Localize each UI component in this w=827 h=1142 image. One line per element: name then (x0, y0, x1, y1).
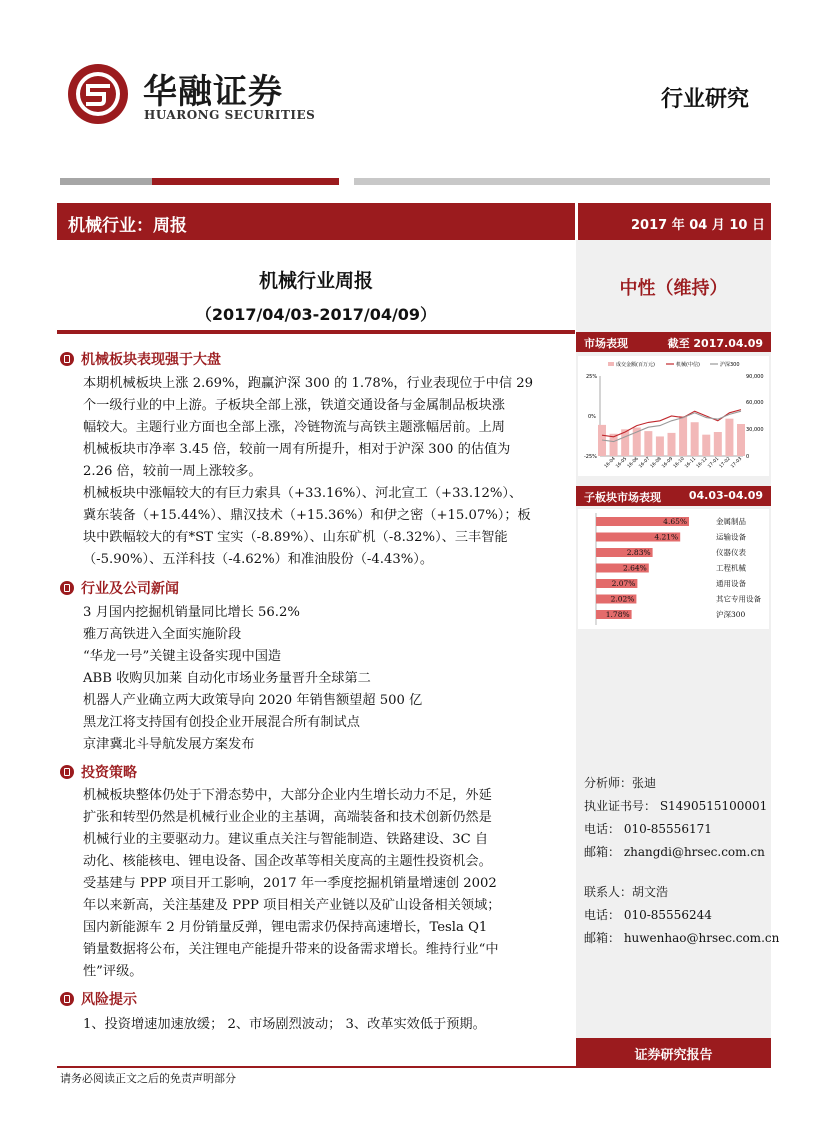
band-separator (575, 203, 578, 240)
analyst-phone: 电话： 010-85556171 (584, 822, 712, 836)
news-item: 雅万高铁进入全面实施阶段 (83, 627, 242, 642)
x-tick: 16-11 (684, 456, 698, 470)
x-tick: 16-06 (626, 456, 640, 470)
legend-machinery: 机械(中信) (676, 362, 700, 368)
news-item: 机器人产业确立两大政策导向 2020 年销售额望超 500 亿 (83, 693, 423, 708)
section-title: 机械板块表现强于大盘 (81, 352, 221, 368)
bar-value-label: 4.65% (663, 517, 687, 526)
huarong-logo (66, 62, 130, 126)
bar-value-label: 2.83% (626, 548, 651, 557)
text-line: 块中跌幅较大的有*ST 宝实（-8.89%）、山东矿机（-8.32%）、三丰智能 (83, 530, 508, 545)
news-item: ABB 收购贝加莱 自动化市场业务量晋升全球第二 (83, 671, 371, 686)
bar-category-label: 金属制品 (716, 517, 746, 526)
contact-email[interactable]: 邮箱： huwenhao@hrsec.com.cn (584, 931, 780, 945)
market-performance-header (576, 332, 771, 352)
x-tick: 16-07 (638, 456, 652, 470)
brand-name-cn: 华融证券 (143, 72, 283, 112)
text-line: 性”评级。 (83, 964, 143, 979)
volume-bar (714, 432, 722, 456)
volume-bar (644, 431, 652, 456)
text-line: 扩张和转型仍然是机械行业企业的主基调，高端装备和技术创新仍然是 (83, 810, 492, 825)
volume-bar (668, 433, 676, 456)
text-line: 2.26 倍，较前一周上涨较多。 (83, 464, 262, 479)
bar-value-label: 4.21% (654, 532, 679, 542)
section-bullet-icon (60, 992, 74, 1006)
x-tick: 16-04 (603, 456, 617, 470)
market-chart (578, 356, 769, 476)
main-rule (57, 330, 575, 334)
bar-category-label: 仪器仪表 (716, 548, 746, 557)
x-tick: 16-12 (695, 456, 709, 470)
y-tick: 0% (588, 414, 596, 420)
text-line: （-5.90%）、五洋科技（-4.62%）和准油股份（-4.43%）。 (83, 552, 434, 567)
y2-tick: 0 (746, 454, 750, 460)
text-line: 幅较大。主题行业方面也全部上涨，冷链物流与高铁主题涨幅居前。上周 (83, 420, 505, 435)
text-line: 冀东装备（+15.44%）、鼎汉技术（+15.36%）和伊之密（+15.07%）；板 (83, 508, 531, 523)
sub-sector-chart (578, 509, 769, 629)
rating: 中性（维持） (619, 278, 728, 299)
sub-sector-range: 04.03-04.09 (688, 489, 763, 502)
bar-category-label: 其它专用设备 (716, 594, 761, 604)
analyst-cert: 执业证书号： S1490515100001 (584, 799, 768, 813)
text-line: 1、投资增速加速放缓； 2、市场剧烈波动； 3、改革实效低于预期。 (83, 1017, 486, 1032)
news-item: 京津冀北斗导航发展方案发布 (83, 737, 255, 752)
volume-bar (679, 416, 687, 456)
y-tick: 25% (586, 374, 598, 380)
section-bullet-icon (60, 352, 74, 366)
section-title: 行业及公司新闻 (81, 581, 179, 597)
bar-value-label: 2.07% (611, 579, 636, 588)
analyst-email[interactable]: 邮箱： zhangdi@hrsec.com.cn (584, 845, 765, 859)
text-line: 年以来新高，关注基建及 PPP 项目相关产业链以及矿山设备相关领域； (83, 898, 501, 913)
text-line: 机械行业的主要驱动力。建议重点关注与智能制造、铁路建设、3C 自 (83, 832, 489, 847)
bar-value-label: 2.02% (610, 594, 635, 604)
section-bullet-icon (60, 581, 74, 595)
volume-bar (725, 419, 733, 456)
bar-category-label: 通用设备 (716, 579, 746, 588)
volume-bar (656, 436, 664, 456)
y2-tick: 30,000 (746, 427, 764, 433)
x-tick: 17-01 (707, 456, 721, 470)
report-type: 行业研究 (660, 86, 749, 112)
market-asof: 截至 2017.04.09 (667, 337, 763, 350)
header-divider (354, 178, 770, 185)
text-line: 机械板块整体仍处于下滑态势中，大部分企业内生增长动力不足，外延 (83, 788, 492, 803)
legend-csi300: 沪深300 (720, 362, 740, 368)
contact-phone: 电话： 010-85556244 (584, 908, 712, 922)
volume-bar (702, 435, 710, 456)
volume-bar (691, 422, 699, 456)
contact-name: 联系人：胡文浩 (584, 885, 669, 899)
header-divider (152, 178, 339, 185)
report-date: 2017 年 04 月 10 日 (631, 218, 765, 233)
x-tick: 16-10 (672, 456, 686, 470)
legend-volume: 成交金额(百万元) (616, 362, 655, 368)
text-line: 个一级行业的中上游。子板块全部上涨，铁道交通设备与金属制品板块涨 (83, 398, 505, 413)
x-tick: 17-02 (718, 456, 732, 470)
bar-category-label: 工程机械 (716, 563, 746, 573)
bar-category-label: 运输设备 (716, 532, 746, 542)
main-title: 机械行业周报 (258, 270, 373, 292)
y-tick: -25% (584, 454, 597, 460)
bar-value-label: 2.64% (622, 563, 647, 573)
header-divider (60, 178, 152, 185)
bar-value-label: 1.78% (605, 610, 630, 619)
x-tick: 17-03 (730, 456, 744, 470)
text-line: 动化、核能核电、锂电设备、国企改革等相关度高的主题性投资机会。 (83, 854, 492, 869)
band-title: 机械行业：周报 (68, 216, 187, 236)
y2-tick: 90,000 (746, 374, 764, 380)
text-line: 国内新能源车 2 月份销量反弹，锂电需求仍保持高速增长，Tesla Q1 (83, 920, 488, 935)
text-line: 受基建与 PPP 项目开工影响，2017 年一季度挖掘机销量增速创 2002 (83, 876, 497, 891)
section-bullet-icon (60, 765, 74, 779)
brand-name-en: HUARONG SECURITIES (144, 108, 316, 122)
section-title: 投资策略 (81, 765, 137, 781)
text-line: 销量数据将公布，关注锂电产能提升带来的设备需求增长。维持行业“中 (83, 942, 499, 957)
x-tick: 16-05 (615, 456, 629, 470)
market-label: 市场表现 (584, 337, 628, 350)
footer-rule (57, 1066, 771, 1068)
bar-category-label: 沪深300 (716, 610, 746, 619)
section-title: 风险提示 (81, 992, 137, 1008)
x-tick: 16-09 (661, 456, 675, 470)
volume-bar (737, 424, 745, 456)
text-line: 机械板块市净率 3.45 倍，较前一周有所提升，相对于沪深 300 的估值为 (83, 442, 511, 457)
disclaimer: 请务必阅读正文之后的免责声明部分 (60, 1072, 236, 1085)
x-tick: 16-08 (649, 456, 663, 470)
text-line: 本期机械板块上涨 2.69%，跑赢沪深 300 的 1.78%，行业表现位于中信 29 (83, 376, 534, 391)
text-line: 机械板块中涨幅较大的有巨力索具（+33.16%）、河北宣工（+33.12%）、 (83, 486, 523, 501)
sub-sector-label: 子板块市场表现 (584, 491, 661, 504)
analyst-name: 分析师：张迪 (584, 776, 657, 790)
y2-tick: 60,000 (746, 400, 764, 406)
news-item: “华龙一号”关键主设备实现中国造 (83, 649, 282, 664)
footer-label: 证券研究报告 (634, 1048, 713, 1063)
news-item: 黑龙江将支持国有创投企业开展混合所有制试点 (83, 715, 360, 730)
news-item: 3 月国内挖掘机销量同比增长 56.2% (83, 605, 300, 620)
sub-sector-header (576, 486, 771, 506)
main-period: （2017/04/03-2017/04/09） (195, 305, 437, 324)
